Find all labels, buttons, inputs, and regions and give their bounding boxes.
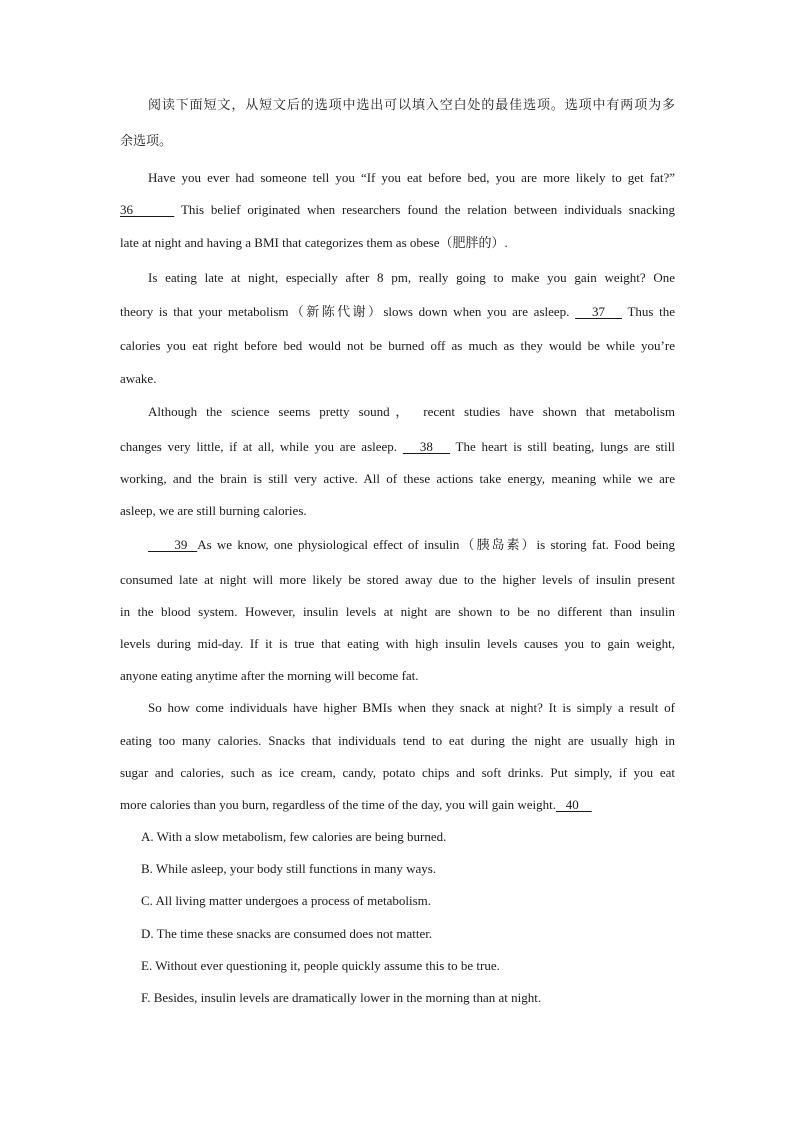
blank-38[interactable]: 38 (402, 439, 451, 454)
p2-line-2-text-b: Thus the (622, 304, 675, 319)
p3-line-1: Although the science seems pretty sound， recent studies have shown that metabolism (148, 404, 675, 419)
option-c[interactable]: C. All living matter undergoes a process of metabolism. (141, 893, 432, 908)
option-f[interactable]: F. Besides, insulin levels are dramatically lower in the morning than at night. (141, 990, 542, 1005)
p3-line-4: asleep, we are still burning calories. (120, 503, 307, 518)
option-b[interactable]: B. While asleep, your body still functions in many ways. (141, 861, 437, 876)
option-e[interactable]: E. Without ever questioning it, people quickly assume this to be true. (141, 958, 500, 973)
p2-line-3: calories you eat right before bed would not be burned off as much as they would be while you’re (120, 338, 675, 353)
p5-line-2: eating too many calories. Snacks that individuals tend to eat during the night are usually high in (120, 733, 675, 748)
p2-line-2 (120, 303, 675, 321)
p4-line-4: levels during mid-day. If it is true that eating with high insulin levels causes you to gain weight, (120, 636, 675, 651)
blank-36[interactable]: 36 (120, 202, 175, 217)
p4-line-3: in the blood system. However, insulin levels at night are shown to be no different than insulin (120, 604, 675, 619)
p1-line-2 (120, 201, 675, 219)
option-d[interactable]: D. The time these snacks are consumed does not matter. (141, 926, 433, 941)
p5-line-1: So how come individuals have higher BMIs when they snack at night? It is simply a result of (148, 700, 675, 715)
p5-line-3: sugar and calories, such as ice cream, candy, potato chips and soft drinks. Put simply, if you eat (120, 765, 675, 780)
instruction-line-1: 阅读下面短文，从短文后的选项中选出可以填入空白处的最佳选项。选项中有两项为多 (148, 98, 675, 113)
p4-line-5: anyone eating anytime after the morning will become fat. (120, 668, 419, 683)
p2-line-2-text-a: theory is that your metabolism（新陈代谢）slows down when you are asleep. (120, 304, 576, 319)
p4-line-1-text: As we know, one physiological effect of insulin（胰岛素）is storing fat. Food being (197, 537, 675, 552)
p2-line-4: awake. (120, 371, 157, 386)
p4-line-2: consumed late at night will more likely be stored away due to the higher levels of insulin present (120, 572, 675, 587)
p1-line-1: Have you ever had someone tell you “If you eat before bed, you are more likely to get fat?” (148, 170, 675, 185)
p3-line-2-text-a: changes very little, if at all, while you are asleep. (120, 439, 403, 454)
p5-line-4-text: more calories than you burn, regardless of the time of the day, you will gain weight. (120, 797, 556, 812)
p1-line-3: late at night and having a BMI that categorizes them as obese（肥胖的）. (120, 235, 508, 250)
option-a[interactable]: A. With a slow metabolism, few calories are being burned. (141, 829, 447, 844)
p4-line-1 (148, 536, 675, 554)
p1-line-2-text: This belief originated when researchers found the relation between individuals snacking (174, 202, 675, 217)
blank-40[interactable]: 40 (555, 797, 592, 812)
instruction-line-2: 余选项。 (120, 134, 173, 149)
blank-37[interactable]: 37 (575, 304, 623, 319)
p5-line-4 (120, 796, 675, 814)
p3-line-3: working, and the brain is still very active. All of these actions take energy, meaning while we are (120, 471, 675, 486)
blank-39[interactable]: 39 (148, 537, 198, 552)
p2-line-1: Is eating late at night, especially after 8 pm, really going to make you gain weight? One (148, 270, 675, 285)
p3-line-2-text-b: The heart is still beating, lungs are still (450, 439, 675, 454)
p3-line-2 (120, 438, 675, 456)
